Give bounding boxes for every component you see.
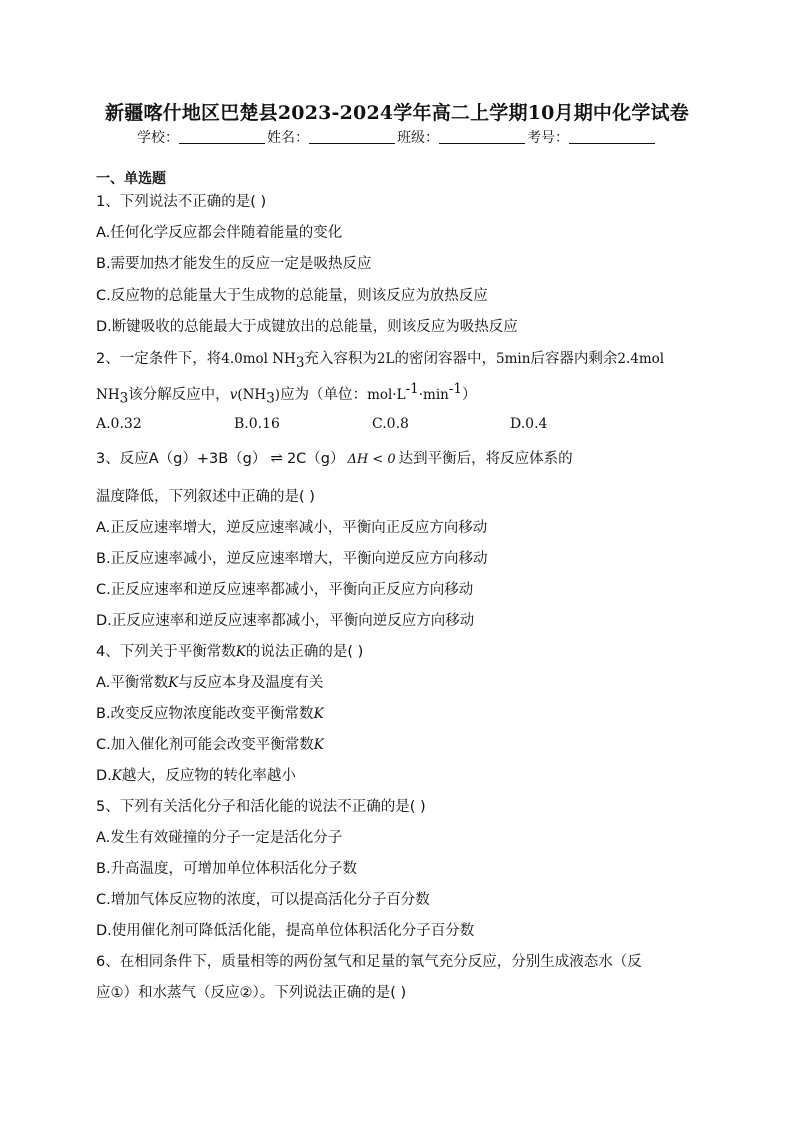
student-info-line — [0, 127, 794, 147]
q4-option-b: B.改变反应物浓度能改变平衡常数K — [96, 706, 324, 722]
q1-option-b: B.需要加热才能发生的反应一定是吸热反应 — [96, 256, 372, 272]
q1-option-c: C.反应物的总能量大于生成物的总能量，则该反应为放热反应 — [96, 288, 488, 304]
q1-stem: 1、下列说法不正确的是( ) — [96, 194, 267, 210]
q5-option-c: C.增加气体反应物的浓度，可以提高活化分子百分数 — [96, 892, 430, 908]
q5-stem: 5、下列有关活化分子和活化能的说法不正确的是( ) — [96, 799, 426, 815]
q2-stem-line1: 2、一定条件下，将4.0mol $NH_3$充入容积为2L的密闭容器中，5min后容器内剩余2.4mol — [96, 351, 665, 371]
name-blank[interactable] — [309, 129, 395, 144]
q1-option-d: D.断键吸收的总能最大于成键放出的总能量，则该反应为吸热反应 — [96, 319, 518, 335]
class-label: 班级： — [397, 130, 439, 146]
q4-option-c: C.加入催化剂可能会改变平衡常数K — [96, 737, 324, 753]
q2-option-a: A.0.32 — [96, 416, 142, 432]
q5-option-a: A.发生有效碰撞的分子一定是活化分子 — [96, 830, 343, 846]
q6-stem-line1: 6、在相同条件下，质量相等的两份氢气和足量的氧气充分反应，分别生成液态水（反 — [96, 954, 642, 970]
exam-title: 新疆喀什地区巴楚县2023-2024学年高二上学期10月期中化学试卷 — [105, 102, 689, 124]
q2-option-b: B.0.16 — [234, 416, 280, 432]
q3-option-a: A.正反应速率增大，逆反应速率减小，平衡向正反应方向移动 — [96, 520, 488, 536]
q3-option-b: B.正反应速率减小，逆反应速率增大，平衡向逆反应方向移动 — [96, 551, 488, 567]
q3-stem-line2: 温度降低，下列叙述中正确的是( ) — [96, 489, 315, 505]
q3-stem-line1: 3、反应A（g）+3B（g） ⇌ 2C（g） ΔH < 0 达到平衡后，将反应体系的 — [96, 449, 573, 467]
q3-option-c: C.正反应速率和逆反应速率都减小，平衡向正反应方向移动 — [96, 582, 474, 598]
class-blank[interactable] — [439, 129, 525, 144]
q4-option-d: D.K越大，反应物的转化率越小 — [96, 768, 296, 784]
equilibrium-arrow-icon: ⇌ — [270, 449, 283, 467]
number-label: 考号： — [527, 130, 569, 146]
section-heading: 一、单选题 — [96, 171, 166, 187]
q2-option-c: C.0.8 — [372, 416, 409, 432]
q2-options — [96, 416, 547, 432]
school-label: 学校： — [137, 130, 179, 146]
school-blank[interactable] — [179, 129, 265, 144]
q3-option-d: D.正反应速率和逆反应速率都减小，平衡向逆反应方向移动 — [96, 613, 475, 629]
q2-option-d: D.0.4 — [510, 416, 548, 432]
q4-option-a: A.平衡常数K与反应本身及温度有关 — [96, 675, 324, 691]
q2-stem-line2: $NH_3$该分解反应中，$v(NH_3)$应为（单位：$mol\cdot L^{-1}\cdot\min^{-1}$） — [96, 381, 477, 407]
q4-stem: 4、下列关于平衡常数K的说法正确的是( ) — [96, 644, 364, 660]
name-label: 姓名： — [267, 130, 309, 146]
q6-stem-line2: 应①）和水蒸气（反应②）。下列说法正确的是( ) — [96, 985, 407, 1001]
q5-option-b: B.升高温度，可增加单位体积活化分子数 — [96, 861, 358, 877]
q5-option-d: D.使用催化剂可降低活化能，提高单位体积活化分子百分数 — [96, 923, 475, 939]
q1-option-a: A.任何化学反应都会伴随着能量的变化 — [96, 225, 343, 241]
number-blank[interactable] — [569, 129, 655, 144]
